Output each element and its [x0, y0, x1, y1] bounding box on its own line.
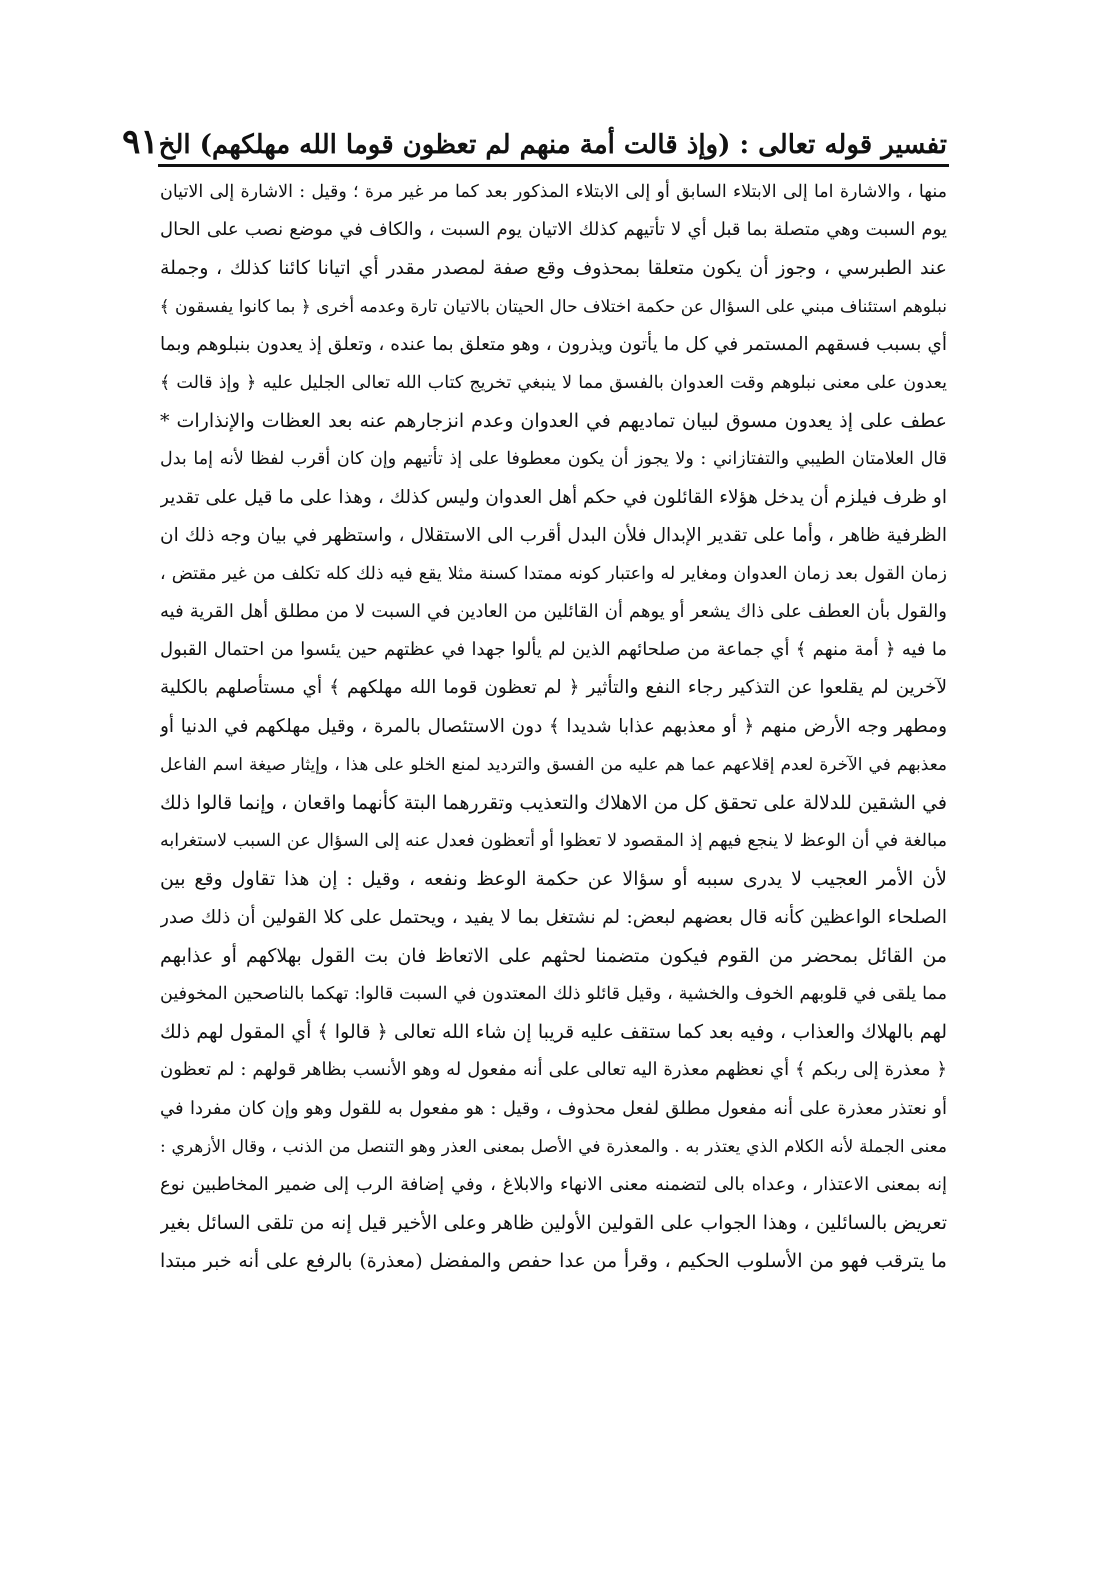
text-line: عند الطبرسي ، وجوز أن يكون متعلقا بمحذوف وقع صفة لمصدر مقدر أي اتيانا كائنا كذلك ، وجملة — [160, 257, 947, 280]
text-line: تعريض بالسائلين ، وهذا الجواب على القولين الأولين ظاهر وعلى الأخير قيل إنه من تلقى السائل بغير — [160, 1212, 947, 1235]
page-header — [122, 110, 947, 162]
text-line: الصلحاء الواعظين كأنه قال بعضهم لبعض: لم نشتغل بما لا يفيد ، ويحتمل على كلا القولين أن ذلك صدر — [160, 906, 947, 928]
text-line: أي بسبب فسقهم المستمر في كل ما يأتون ويذرون ، وهو متعلق بما عنده ، وتعلق إذ يعدون بنبلوهم وبما — [160, 333, 947, 355]
text-line: إنه بمعنى الاعتذار ، وعداه بالى لتضمنه معنى الانهاء والابلاغ ، وفي إضافة الرب إلى ضمير المخاطبين نوع — [160, 1173, 947, 1195]
text-line: مما يلقى في قلوبهم الخوف والخشية ، وقيل قائلو ذلك المعتدون في السبت قالوا: تهكما بالناصحين المخوفين — [160, 983, 947, 1004]
text-line: او ظرف فيلزم أن يدخل هؤلاء القائلون في حكم أهل العدوان وليس كذلك ، وهذا على ما قيل على تقدير — [160, 486, 947, 508]
text-line: لآخرين لم يقلعوا عن التذكير رجاء النفع والتأثير ﴿ لم تعظون قوما الله مهلكهم ﴾ أي مستأصلهم بالكلية — [160, 677, 947, 699]
header-rule — [158, 164, 949, 167]
text-line: يعدون على معنى نبلوهم وقت العدوان بالفسق مما لا ينبغي تخريج كتاب الله تعالى الجليل عليه ﴿ وإذ قالت ﴾ — [160, 372, 947, 393]
text-line: ما فيه ﴿ أمة منهم ﴾ أي جماعة من صلحائهم الذين لم يألوا جهدا في عظتهم حين يئسوا من احتمال القبول — [160, 639, 947, 661]
text-line: معذبهم في الآخرة لعدم إقلاعهم عما هم عليه من الفسق والترديد لمنع الخلو على هذا ، وإيثار صيغة اسم الفاعل — [160, 754, 947, 775]
text-line: لأن الأمر العجيب لا يدرى سببه أو سؤالا عن حكمة الوعظ ونفعه ، وقيل : إن هذا تقاول وقع بين — [160, 868, 947, 891]
text-line: معنى الجملة لأنه الكلام الذي يعتذر به . والمعذرة في الأصل بمعنى العذر وهو التنصل من الذنب ، وقال الأزهري : — [160, 1136, 947, 1157]
text-line: منها ، والاشارة اما إلى الابتلاء السابق أو إلى الابتلاء المذكور بعد كما مر غير مرة ؛ وقيل : الاشارة إلى الاتيان — [160, 182, 947, 202]
text-line: والقول بأن العطف على ذاك يشعر أو يوهم أن القائلين من العادين في السبت لا من مطلق أهل القرية فيه — [160, 601, 947, 623]
text-line: أو نعتذر معذرة على أنه مفعول مطلق لفعل محذوف ، وقيل : هو مفعول به للقول وهو وإن كان مفردا في — [160, 1097, 947, 1119]
text-line: قال العلامتان الطيبي والتفتازاني : ولا يجوز أن يكون معطوفا على إذ تأتيهم وإن كان أقرب لفظا لأنه إما بدل — [160, 449, 947, 470]
text-line: الظرفية ظاهر ، وأما على تقدير الإبدال فلأن البدل أقرب الى الاستقلال ، واستظهر في بيان وجه ذلك ان — [160, 524, 947, 546]
text-line: ما يترقب فهو من الأسلوب الحكيم ، وقرأ من عدا حفص والمفضل (معذرة) بالرفع على أنه خبر مبتدا — [160, 1250, 947, 1273]
page-number: ٩١ — [122, 122, 159, 162]
text-line: لهم بالهلاك والعذاب ، وفيه بعد كما ستقف عليه قريبا إن شاء الله تعالى ﴿ قالوا ﴾ أي المقول لهم ذلك — [160, 1021, 947, 1044]
text-line: يوم السبت وهي متصلة بما قبل أي لا تأتيهم كذلك الاتيان يوم السبت ، والكاف في موضع نصب على الحال — [160, 219, 947, 241]
text-line: ومطهر وجه الأرض منهم ﴿ أو معذبهم عذابا شديدا ﴾ دون الاستئصال بالمرة ، وقيل مهلكهم في الدنيا أو — [160, 715, 947, 737]
running-title: تفسير قوله تعالى : (وإذ قالت أمة منهم لم تعظون قوما الله مهلكهم) الخ — [158, 130, 947, 160]
text-line: نبلوهم استئناف مبني على السؤال عن حكمة اختلاف حال الحيتان بالاتيان تارة وعدمه أخرى ﴿ بما كانوا يفسقون ﴾ — [160, 296, 947, 317]
body-text — [160, 173, 947, 1280]
text-line: ﴿ معذرة إلى ربكم ﴾ أي نعظهم معذرة اليه تعالى على أنه مفعول له وهو الأنسب بظاهر قولهم : لم تعظون — [160, 1059, 947, 1081]
text-line: مبالغة في أن الوعظ لا ينجع فيهم إذ المقصود لا تعظوا أو أتعظون فعدل عنه إلى السؤال عن السبب لاستغرابه — [160, 831, 947, 852]
text-line: عطف على إذ يعدون مسوق لبيان تماديهم في العدوان وعدم انزجارهم عنه بعد العظات والإنذارات * — [160, 410, 947, 433]
text-line: زمان القول بعد زمان العدوان ومغاير له واعتبار كونه ممتدا كسنة مثلا يقع فيه ذلك كله تكلف من غير مقتض ، — [160, 563, 947, 584]
text-line: في الشقين للدلالة على تحقق كل من الاهلاك والتعذيب وتقررهما البتة كأنهما واقعان ، وإنما قالوا ذلك — [160, 792, 947, 814]
text-line: من القائل بمحضر من القوم فيكون متضمنا لحثهم على الاتعاظ فان بت القول بهلاكهم أو عذابهم — [160, 944, 947, 967]
